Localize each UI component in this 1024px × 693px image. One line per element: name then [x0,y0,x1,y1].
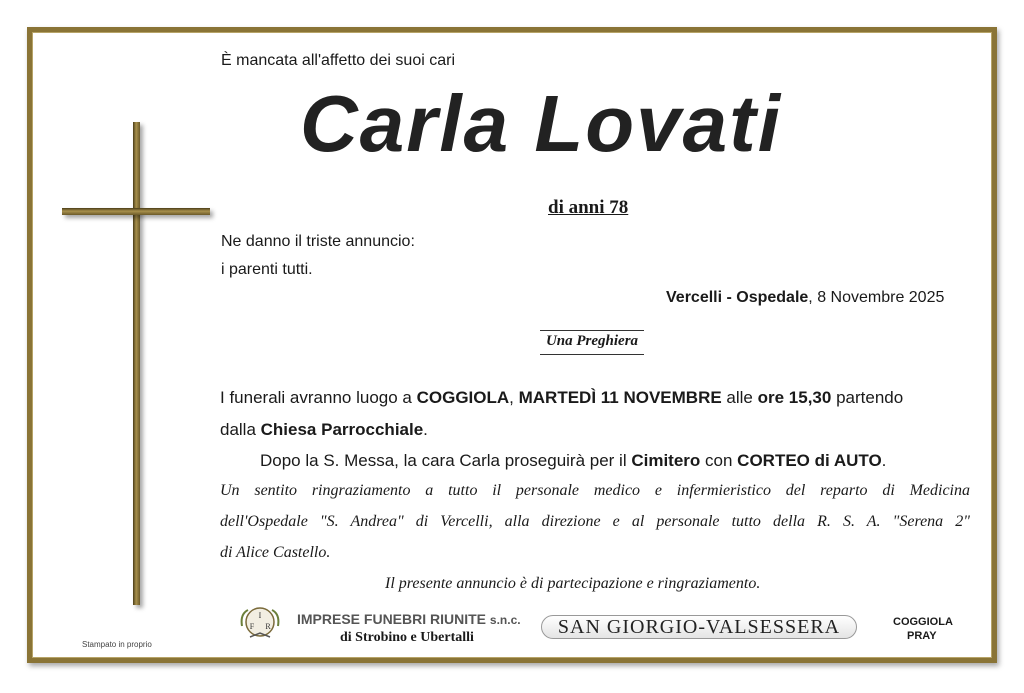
funeral-text: con [700,451,738,470]
company-name [297,611,521,627]
cross-icon-arm [62,208,210,215]
funeral-text: . [423,420,428,439]
thanks-line-2: dell'Ospedale "S. Andrea" di Vercelli, alla direzione e al personale tutto della R. S. A. "Serena 2" [220,513,970,530]
cross-icon [133,122,140,605]
intro-text: È mancata all'affetto dei suoi cari [221,52,455,69]
company-owners: di Strobino e Ubertalli [340,630,474,645]
funeral-text: Dopo la S. Messa, la cara Carla proseguirà per il [260,451,632,470]
date: , 8 Novembre 2025 [808,289,945,306]
location-ribbon: SAN GIORGIO-VALSESSERA [541,615,857,639]
place-date [666,289,944,307]
funeral-cortege: CORTEO di AUTO [737,451,882,470]
announce-line-2: i parenti tutti. [221,261,313,278]
participation-text: Il presente annuncio è di partecipazione e ringraziamento. [385,575,761,592]
deceased-name: Carla Lovati [300,79,782,168]
funeral-cemetery: Cimitero [631,451,701,470]
logo-letter: I [258,611,262,620]
company-suffix: s.n.c. [489,613,521,627]
funeral-text: , [509,388,519,407]
funeral-text: dalla [220,420,261,439]
funeral-text: . [881,451,887,470]
town-coggiola: COGGIOLA [893,616,953,628]
funeral-text: alle [721,388,758,407]
funeral-text: I funerali avranno luogo a [220,388,417,407]
announce-line-1: Ne danno il triste annuncio: [221,233,415,250]
funeral-day: MARTEDÌ 11 NOVEMBRE [518,388,722,407]
thanks-line-1: Un sentito ringraziamento a tutto il personale medico e infermieristico del reparto di Medicina [220,482,970,499]
funeral-church: Chiesa Parrocchiale [260,420,424,439]
funeral-line-2 [220,420,428,440]
town-pray: PRAY [907,630,937,642]
company-logo-icon [238,606,282,642]
place: Vercelli - Ospedale [666,289,809,306]
thanks-line-3: di Alice Castello. [220,544,331,561]
funeral-time: ore 15,30 [757,388,832,407]
prayer-label: Una Preghiera [540,330,644,355]
funeral-line-3 [260,451,886,471]
printed-note: Stampato in proprio [82,640,152,649]
logo-letter: F [249,622,255,631]
funeral-line-1 [220,388,903,408]
age-text: di anni 78 [548,197,629,218]
logo-letter: R [265,622,271,631]
funeral-text: partendo [831,388,904,407]
company-title: IMPRESE FUNEBRI RIUNITE [297,611,487,627]
funeral-town: COGGIOLA [416,388,510,407]
